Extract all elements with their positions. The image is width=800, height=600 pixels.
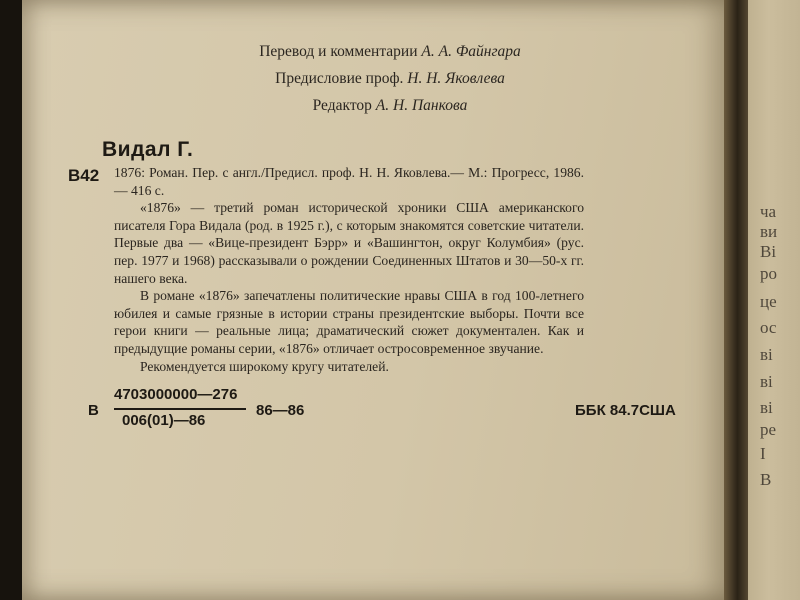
right-page-fragment: ві [760,398,773,417]
translation-credit [170,38,610,65]
annotation-text [114,164,584,375]
isbn-denominator: 006(01)—86 [122,412,206,429]
right-page-fragment: ро [760,264,777,283]
isbn-numerator: 4703000000—276 [114,386,238,403]
fraction-line [114,408,246,410]
annotation-paragraph-1: «1876» — третий роман исторической хроники США американского писателя Гора Видала (род. в 1925 г.), с которым знакомятся советские читатели. Первые два — «Вице-президент Бэрр» и «Вашингтон, округ Колумбия» (рус. пер. 1977 и 1968) рассказывали о рождении Соединенных Штатов и 30—50-х гг. нашего века. [114,200,584,286]
right-page-fragment: ві [760,372,773,391]
translation-label: Перевод и комментарии [259,43,418,60]
bibliographic-entry: 1876: Роман. Пер. с англ./Предисл. проф. Н. Н. Яковлева.— М.: Прогресс, 1986.— 416 с. [114,165,584,198]
right-page-fragment: ча [760,202,777,221]
editor-credit [170,92,610,119]
preface-label: Предисловие проф. [275,70,404,87]
right-page-fragment: В [760,470,772,489]
right-page-fragment: ві [760,345,773,364]
bbk-code: ББК 84.7США [575,402,676,419]
annotation-paragraph-3: Рекомендуется широкому кругу читателей. [140,358,389,374]
isbn-suffix: 86—86 [256,402,305,419]
right-page-fragment: Ві [760,242,777,261]
book-page-right [748,0,800,600]
author-heading: Видал Г. [102,138,194,161]
right-page-fragment: ви [760,222,778,241]
annotation-paragraph-2: В романе «1876» запечатлены политические нравы США в год 100-летнего юбилея и самые грязные в истории страны президентские выборы. Почти все герои книги — реальные лица; драматический сюжет документален. Как и предыдущие романы серии, «1876» отличает остросовременное звучание. [114,288,584,356]
right-page-fragment: ос [760,318,777,337]
editor-label: Редактор [312,97,372,114]
catalog-code: В42 [68,166,100,185]
right-page-fragment: І [760,444,766,463]
right-page-fragment: це [760,292,777,311]
right-page-fragment: ре [760,420,777,439]
credits-block [170,38,610,119]
preface-author-name: Н. Н. Яковлева [407,70,505,87]
editor-name: А. Н. Панкова [375,97,468,114]
isbn-letter: В [88,402,99,419]
translator-name: А. А. Файнгара [421,43,521,60]
preface-credit [170,65,610,92]
